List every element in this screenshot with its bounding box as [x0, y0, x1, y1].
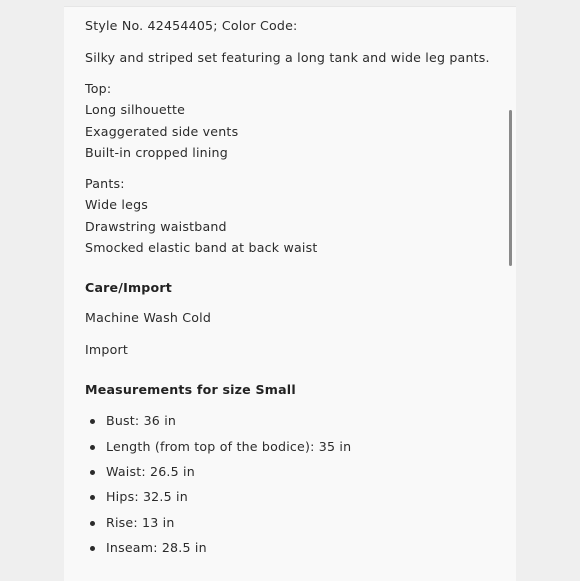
style-number: Style No. 42454405; Color Code: [85, 18, 298, 33]
measurement-text: Waist: 26.5 in [106, 464, 195, 479]
care-import: Import [85, 342, 128, 357]
top-item: Long silhouette [85, 102, 186, 117]
measurements-heading: Measurements for size Small [85, 382, 296, 397]
bullet-icon [90, 445, 95, 450]
pants-item: Drawstring waistband [85, 219, 227, 234]
measurement-text: Length (from top of the bodice): 35 in [106, 439, 352, 454]
scrollbar-thumb[interactable] [509, 110, 512, 266]
care-wash: Machine Wash Cold [85, 310, 212, 325]
bullet-icon [90, 470, 95, 475]
pants-item: Smocked elastic band at back waist [85, 240, 318, 255]
pants-heading: Pants: [85, 176, 125, 191]
bullet-icon [90, 419, 95, 424]
measurement-text: Rise: 13 in [106, 515, 175, 530]
measurement-text: Bust: 36 in [106, 413, 177, 428]
care-heading: Care/Import [85, 280, 172, 295]
bullet-icon [90, 521, 95, 526]
pants-item: Wide legs [85, 197, 149, 212]
measurement-text: Hips: 32.5 in [106, 489, 188, 504]
top-heading: Top: [85, 81, 112, 96]
measurement-text: Inseam: 28.5 in [106, 540, 207, 555]
bullet-icon [90, 546, 95, 551]
top-item: Exaggerated side vents [85, 124, 239, 139]
top-item: Built-in cropped lining [85, 145, 228, 160]
product-summary: Silky and striped set featuring a long tank and wide leg pants. [85, 50, 490, 65]
bullet-icon [90, 495, 95, 500]
